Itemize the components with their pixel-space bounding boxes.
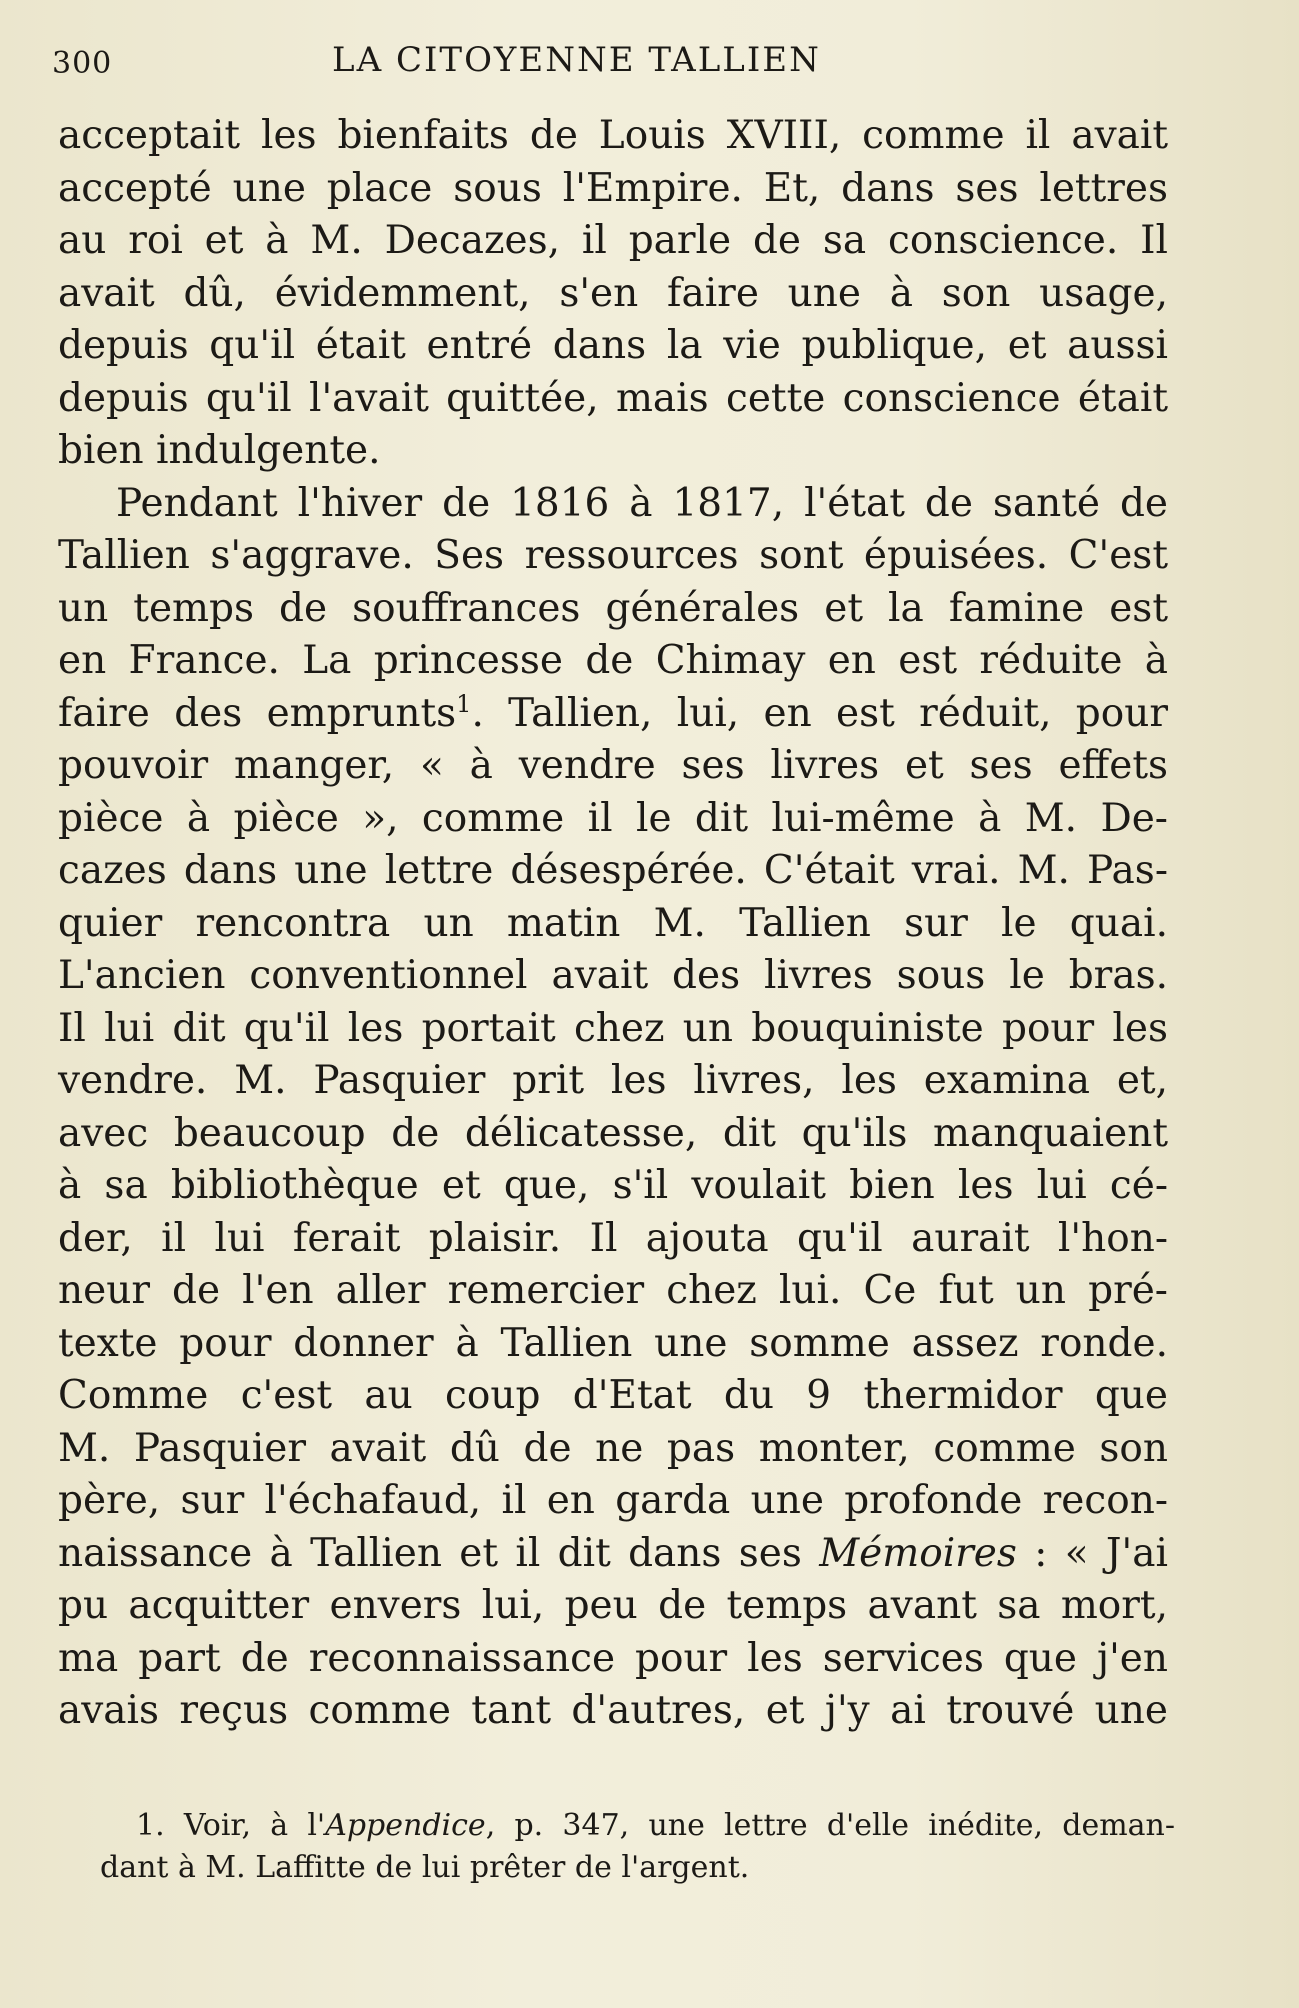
text-line: M. Pasquier avait dû de ne pas monter, comme son xyxy=(58,1425,1168,1471)
text-line: texte pour donner à Tallien une somme assez ronde. xyxy=(58,1320,1168,1366)
text-line: quier rencontra un matin M. Tallien sur le quai. xyxy=(58,900,1168,946)
text-line: bien indulgente. xyxy=(58,428,381,473)
body-text xyxy=(58,110,1168,1738)
text-line: cazes dans une lettre désespérée. C'était vrai. M. Pas- xyxy=(58,848,1168,893)
footnote-italic: Appendice xyxy=(325,1808,486,1843)
footnote-text: Voir, à l' xyxy=(183,1808,326,1843)
text-line: neur de l'en aller remercier chez lui. Ce fut un pré- xyxy=(58,1268,1168,1313)
text-line-with-footnote xyxy=(58,688,1168,741)
text-line: en France. La princesse de Chimay en est réduite à xyxy=(58,638,1168,683)
text-fragment: faire des emprunts xyxy=(58,690,457,736)
text-line: depuis qu'il l'avait quittée, mais cette conscience était xyxy=(58,375,1168,421)
text-line: pu acquitter envers lui, peu de temps avant sa mort, xyxy=(58,1583,1168,1628)
text-line: à sa bibliothèque et que, s'il voulait bien les lui cé- xyxy=(58,1163,1168,1208)
text-line: vendre. M. Pasquier prit les livres, les examina et, xyxy=(58,1058,1168,1103)
text-line: Pendant l'hiver de 1816 à 1817, l'état de santé de xyxy=(116,480,1168,526)
text-line: avais reçus comme tant d'autres, et j'y ai trouvé une xyxy=(58,1688,1168,1733)
text-line: Tallien s'aggrave. Ses ressources sont épuisées. C'est xyxy=(58,533,1168,578)
text-line: der, il lui ferait plaisir. Il ajouta qu'il aurait l'hon- xyxy=(58,1215,1168,1261)
footnote-line: dant à M. Laffitte de lui prêter de l'argent. xyxy=(100,1850,750,1885)
running-title: LA CITOYENNE TALLIEN xyxy=(332,40,821,80)
footnote xyxy=(100,1805,1175,1889)
page-number: 300 xyxy=(52,46,113,81)
text-line: avec beaucoup de délicatesse, dit qu'ils manquaient xyxy=(58,1110,1168,1156)
text-line: accepté une place sous l'Empire. Et, dans ses lettres xyxy=(58,165,1168,211)
text-line: ma part de reconnaissance pour les services que j'en xyxy=(58,1635,1168,1681)
footnote-text: , p. 347, une lettre d'elle inédite, deman- xyxy=(485,1808,1175,1843)
text-line: Comme c'est au coup d'Etat du 9 thermidor que xyxy=(58,1373,1168,1418)
text-line: au roi et à M. Decazes, il parle de sa conscience. Il xyxy=(58,218,1168,263)
text-line: depuis qu'il était entré dans la vie publique, et aussi xyxy=(58,323,1168,368)
text-line: pouvoir manger, « à vendre ses livres et ses effets xyxy=(58,743,1168,788)
text-line: avait dû, évidemment, s'en faire une à son usage, xyxy=(58,270,1168,316)
text-line: L'ancien conventionnel avait des livres sous le bras. xyxy=(58,953,1168,998)
italic-title: Mémoires xyxy=(819,1530,1017,1576)
footnote-line xyxy=(100,1805,1175,1847)
running-head xyxy=(52,38,1132,88)
text-line: Il lui dit qu'il les portait chez un bouquiniste pour les xyxy=(58,1005,1168,1051)
text-line: père, sur l'échafaud, il en garda une profonde recon- xyxy=(58,1478,1168,1523)
text-line: acceptait les bienfaits de Louis XVIII, comme il avait xyxy=(58,113,1168,158)
text-line-with-italic xyxy=(58,1528,1168,1581)
text-fragment: naissance à Tallien et il dit dans ses xyxy=(58,1530,820,1576)
text-fragment: : « J'ai xyxy=(1016,1530,1168,1576)
text-fragment: . Tallien, lui, en est réduit, pour xyxy=(471,690,1168,736)
text-line: pièce à pièce », comme il le dit lui-même à M. De- xyxy=(58,795,1168,841)
footnote-marker: 1 xyxy=(456,689,472,718)
footnote-number: 1. xyxy=(136,1808,165,1843)
text-line: un temps de souffrances générales et la famine est xyxy=(58,585,1168,631)
